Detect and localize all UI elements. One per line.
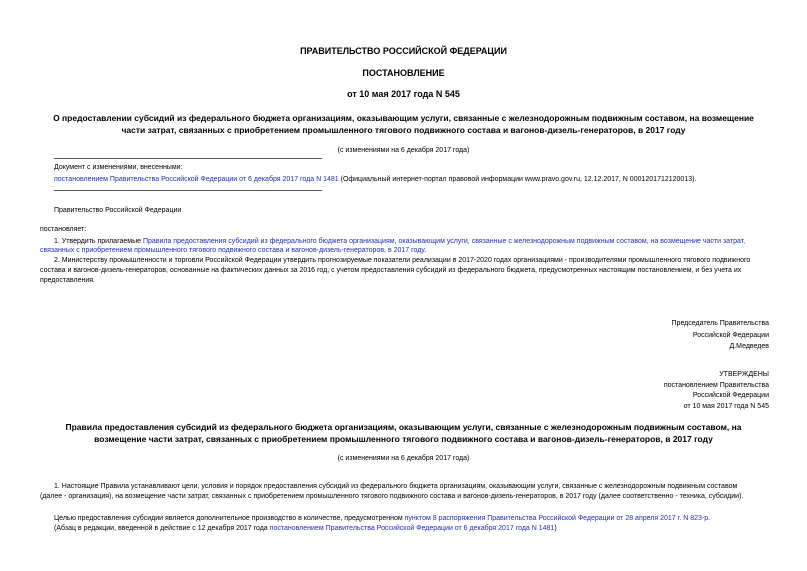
- publication-source: (Официальный интернет-портал правовой информации www.pravo.gov.ru, 12.12.2017, N 0001201712120013).: [338, 176, 697, 183]
- rules-paragraph-1-line-2: (далее - организация), на возмещение части затрат, связанных с приобретением промышленного тягового подвижного состава и вагонов-дизель-генераторов, в 2017 году (далее соответственно - техника, субсидии).: [40, 493, 744, 500]
- paragraph-1-lead: 1. Утвердить прилагаемые: [54, 238, 143, 245]
- rules-link-part-2[interactable]: связанных с приобретением промышленного тягового подвижного состава и вагонов-дизель-генераторов, в 2017 году: [40, 247, 425, 254]
- signer-name: Д.Медведев: [729, 343, 769, 350]
- goal-paragraph: [54, 514, 710, 524]
- amendments-note: (с изменениями на 6 декабря 2017 года): [337, 147, 470, 154]
- rules-paragraph-1-line-1: 1. Настоящие Правила устанавливают цели, условия и порядок предоставления субсидий из федерального бюджета организациям, оказывающим услуги, связанные с железнодорожным подвижным составом: [54, 483, 738, 490]
- issuer: Правительство Российской Федерации: [54, 207, 182, 214]
- order-823-link[interactable]: пунктом 8 распоряжения Правительства Российской Федерации от 28 апреля 2017 г. N 823-р: [404, 515, 709, 522]
- rules-title-line-1: Правила предоставления субсидий из федерального бюджета организациям, оказывающим услуги, связанные с железнодорожным подвижным составом, на: [65, 422, 742, 432]
- goal-text: Целью предоставления субсидии является дополнительное производство в количестве, предусмотренном: [54, 515, 405, 522]
- edition-note-text: (Абзац в редакции, введенной в действие с 12 декабря 2017 года: [54, 525, 270, 532]
- edition-note: [54, 524, 557, 534]
- goal-end: .: [708, 515, 711, 522]
- doc-title-line-2: части затрат, связанных с приобретением промышленного тягового подвижного состава и вагонов-дизель-генераторов, в 2017 году: [121, 125, 686, 135]
- doc-date-number: от 10 мая 2017 года N 545: [347, 89, 460, 99]
- changes-reference: [54, 175, 696, 185]
- paragraph-2-line-2: состава и вагонов-дизель-генераторов, основанные на фактических данных за 2016 год, с учетом предоставления субсидий из федерального бюджета, предусмотренных настоящим постановлением, и без учета их: [40, 267, 742, 274]
- paragraph-2-line-3: предоставления.: [40, 277, 95, 284]
- rules-amendments-note: (с изменениями на 6 декабря 2017 года): [337, 455, 470, 462]
- changes-bottom-divider: [54, 190, 322, 191]
- amendment-decree-link[interactable]: постановлением Правительства Российской Федерации от 6 декабря 2017 года N 1481: [54, 176, 339, 183]
- rules-link-part-1[interactable]: Правила предоставления субсидий из федерального бюджета организациям, оказывающим услуги, связанные с железнодорожным подвижным составом, на возмещение части затрат,: [142, 238, 746, 245]
- paragraph-2-line-1: 2. Министерству промышленности и торговли Российской Федерации утвердить прогнозируемые показатели реализации в 2017-2020 годах организациями - производителями промышленного тягового подвижного: [54, 257, 751, 264]
- amendment-decree-link-2[interactable]: постановлением Правительства Российской Федерации от 6 декабря 2017 года N 1481: [269, 525, 555, 532]
- approval-country: Российской Федерации: [692, 392, 769, 399]
- changes-label: Документ с изменениями, внесенными:: [54, 164, 183, 171]
- changes-top-divider: [54, 158, 322, 159]
- government-heading: ПРАВИТЕЛЬСТВО РОССИЙСКОЙ ФЕДЕРАЦИИ: [300, 46, 507, 56]
- paragraph-1-end: .: [424, 247, 427, 254]
- approval-by: постановлением Правительства: [663, 382, 769, 389]
- doc-title-line-1: О предоставлении субсидий из федерального бюджета организациям, оказывающим услуги, связанные с железнодорожным подвижным составом, на возмещение: [53, 113, 754, 123]
- edition-note-end: ): [554, 525, 557, 532]
- rules-title-line-2: возмещение части затрат, связанных с приобретением промышленного тягового подвижного состава и вагонов-дизель-генераторов, в 2017 году: [94, 434, 713, 444]
- paragraph-1-line-2: [40, 246, 426, 256]
- doc-type-heading: ПОСТАНОВЛЕНИЕ: [362, 68, 445, 78]
- decree-word: постановляет:: [40, 226, 87, 233]
- approval-word: УТВЕРЖДЕНЫ: [719, 371, 769, 378]
- approval-date: от 10 мая 2017 года N 545: [683, 403, 769, 410]
- signer-position: Председатель Правительства: [671, 320, 769, 327]
- signer-country: Российской Федерации: [692, 332, 769, 339]
